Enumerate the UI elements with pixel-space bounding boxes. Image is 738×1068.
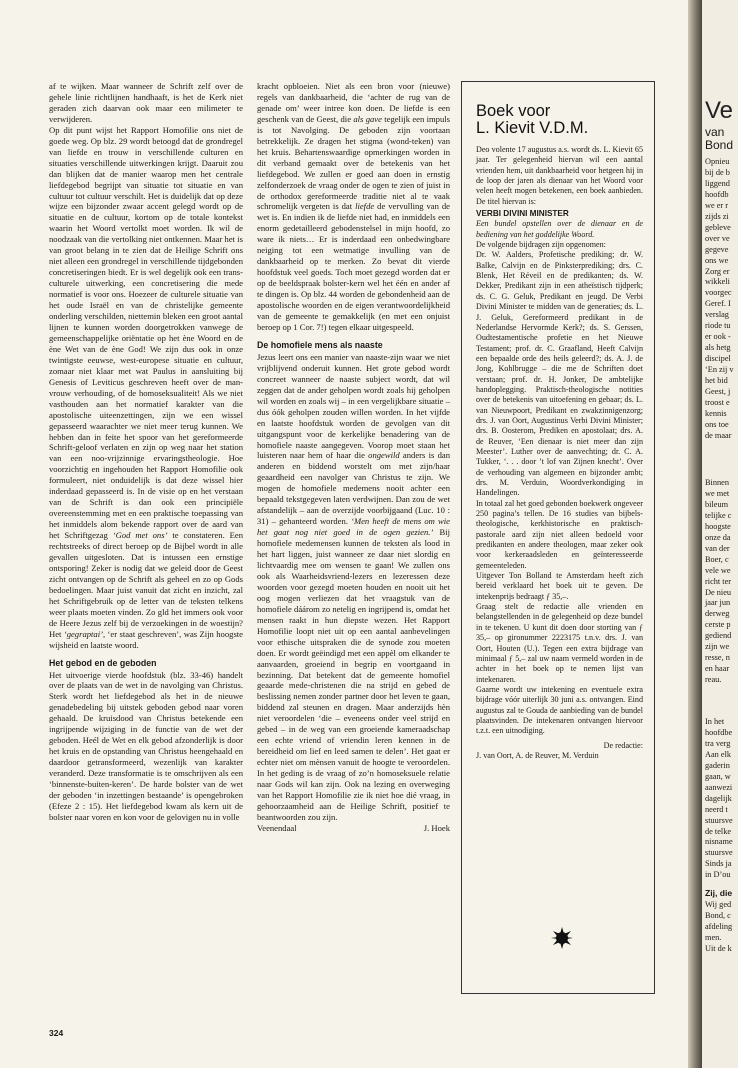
next-page-line: gegeve: [705, 244, 729, 254]
next-page-line: Aan elk: [705, 749, 732, 759]
announcement-body: [476, 145, 643, 761]
next-page-line: liggend: [705, 178, 730, 188]
next-page-line: tra verg: [705, 738, 731, 748]
author-signature: [257, 823, 450, 834]
emphasis: liefde: [355, 201, 375, 212]
next-page-line: ‘En zij v: [705, 365, 734, 375]
next-page-line: gediend: [705, 631, 732, 641]
next-page-line: cerste p: [705, 620, 731, 630]
next-page-line: men.: [705, 932, 722, 942]
next-page-line: gebleve: [705, 222, 731, 232]
next-page-line: ons toe: [705, 419, 729, 429]
next-page-line: hoogste: [705, 521, 731, 531]
next-page-line: over ve: [705, 233, 730, 243]
text-run: tegelijk een impuls is tot Navolging. De geboden zijn voortaan betrekkelijk. Ze dragen het stigma (wond-teken) van het kruis. Behartenswaardige opmerkingen worden in dit verband gemaakt over de betekenis van het liefdegebod. We zullen er goed aan doen in ernstig zelfonderzoek de vraag onder de ogen te zien of juist in de orthodox gereformeerde traditie niet al te vaak schromelijk vergeten is dat: [257, 113, 450, 212]
next-page-line: onze da: [705, 532, 731, 542]
next-page-line: voorgec: [705, 288, 732, 298]
next-page-line: verslag: [705, 310, 729, 320]
quote: ‘gegraptai’: [63, 628, 103, 639]
next-page-line: hoofdbe: [705, 727, 733, 737]
paragraph: [257, 81, 450, 333]
paragraph: Uitgever Ton Bolland te Amsterdam heeft zich bereid verklaard het boek uit te geven. De intekenprijs bedraagt ƒ 35,–.: [476, 571, 643, 601]
title-line: L. Kievit V.D.M.: [476, 119, 589, 137]
next-page-line: bileum: [705, 499, 729, 509]
next-page-line: stuursve: [705, 815, 733, 825]
next-page-line: nisname: [705, 837, 733, 847]
next-page-line: van der: [705, 543, 730, 553]
editors-label: De redactie:: [603, 740, 643, 750]
section-heading: De homofiele mens als naaste: [257, 339, 383, 350]
next-page-subtitle: van: [705, 125, 725, 139]
next-page-line: de telke: [705, 826, 732, 836]
next-page-line: de maar: [705, 430, 732, 440]
paragraph: [257, 352, 450, 823]
emphasis: als gave: [353, 113, 382, 124]
next-page-line: vele we: [705, 565, 731, 575]
next-page-line: in D’ou: [705, 870, 731, 880]
next-page-line: zijn we: [705, 642, 730, 652]
next-page-line: Boer, c: [705, 554, 729, 564]
next-page-line: stuursve: [705, 848, 733, 858]
next-page-line: riode tu: [705, 321, 731, 331]
next-page-heading: Zij, die: [705, 888, 733, 898]
next-page-line: reau.: [705, 675, 722, 685]
next-page-line: aanwezi: [705, 782, 733, 792]
emphasis: Een bundel opstellen over de dienaar en de bediening van het goddelijke Woord.: [476, 219, 643, 239]
book-binding-shadow: [688, 0, 702, 1068]
next-page-line: gaderin: [705, 760, 730, 770]
book-subtitle: [476, 219, 643, 240]
next-page-line: kennis: [705, 408, 727, 418]
emphasis: ongewild: [368, 450, 400, 461]
next-page-line: discipel: [705, 354, 731, 364]
next-page-line: en haar: [705, 664, 730, 674]
article-column-1: [49, 81, 243, 823]
text-run: de vervulling van de wet is. En indien ik de liefde niet had, en inmiddels een enorm gedetailleerd gebodenstelsel in mijn hoofd, zo ware ik niets… Er is inderdaad een onbedwingbare neiging tot een wetmatige invulling van de dankbaarheid op te merken. Zo bevat dit vierde hoofdstuk veel goeds. Toch moet gezegd worden dat er op de beeldspraak bolster-kern wel het één en ander af te dingen is. Op blz. 44 worden de gebondenheid aan de apostolische woorden en de eigen verantwoordelijkheid van de gemeente te gemakkelijk (en met een onjuist beroep op 1 Cor. 7!) tegen elkaar uitgespeeld.: [257, 201, 450, 332]
next-page-line: derweg: [705, 609, 730, 619]
next-page-line: jaar jun: [705, 598, 731, 608]
paragraph: In totaal zal het goed gebonden boekwerk ongeveer 250 pagina’s tellen. De 16 studies van bijbels-theologische, kerkhistorische en praktisch-pastorale aard zijn niet alleen bedoeld voor predikanten en andere theologen, maar zeker ook voor kerkeraadsleden en geïnteresseerde gemeenteleden.: [476, 498, 643, 570]
quote: ‘God met ons’: [112, 530, 168, 541]
next-page-line: we er r: [705, 200, 729, 210]
next-page-line: het bid: [705, 376, 728, 385]
next-page-line: ons we: [705, 255, 729, 265]
next-page-line: wikkeli: [705, 277, 730, 287]
announcement-box: [461, 81, 655, 994]
next-page-line: In het: [705, 717, 725, 726]
paragraph: Gaarne wordt uw intekening en eventuele extra bijdrage vóór uiterlijk 30 juni a.s. ontvangen. Eind augustus zal te Gouda de aanbieding van de bundel plaatsvinden. De intekenaren ontvangen hiervoor t.z.t. een uitnodiging.: [476, 684, 643, 736]
text-run: kracht opbloeien. Niet als een bron voor (nieuwe) regels van dankbaarheid, die ‘achter de rug van de genade om’ weer intree kon doen. De liefde is een geschenk van de Geest, die: [257, 81, 450, 124]
text-run: Op dit punt wijst het Rapport Homofilie ons niet de goede weg. Op blz. 29 wordt betoogd dat de grondregel van liefde en trouw in verschillende culturen en situaties verschillende uitwerkingen krijgt. Daaruit zou dan blijken dat de manier waarop men het centrale liefdegebod begrijpt van situatie tot situatie en van cultuur tot cultuur verschilt. Het is duidelijk dat op deze wijze een bijzonder zwaar accent gelegd wordt op de situatie en de cultuur, kortom op de totale kontekst waarin het Woord vertolkt moet worden. Ik wil de noodzaak van die vertolking niet ontkennen. Maar het is van groot belang in te zien dat de Heilige Schrift ons niet alleen een grondregel in verschillende tijdgebonden concretiseringen biedt. Er is wel degelijk ook een trans-culturele uitwerking, een concretisering die mede normatief is voor ons. Hoezeer de culturele situatie van het oude Israël en van de christelijke gemeente onderling verschilden, niettemin bleken een groot aantal lijnen te kunnen worden doorgetrokken vanwege de gemeenschappelijke oriëntatie op het ène Woord en de ène Wet van de ène God! We zijn dus ook in onze twintigste eeuwse, west-europese situatie en cultuur, zomaar niet klaar met wat Paulus in aansluiting bij Genesis of Leviticus geschreven heeft over de man-vrouw verhouding, of de homoseksualiteit! Als we niet vasthouden aan het normatief karakter van die apostolische uiteenzettingen, zijn we een wissel gepasseerd waarachter we niet meer terug kunnen. We hebben dan in feite het spoor van het gereformeerde Schrift-geloof verlaten en zijn op weg naar het station van een noo-vrijzinnige ervaringstheologie. Hoe voorzichtig en ingehouden het Rapport Homofilie ook formuleert, niet onduidelijk is dat deze wissel hier inderdaad gepasseerd is. In de visie op en het verstaan van de Schrift is dan ook een principiële overeenstemming met en een praktische toepassing van het inmiddels alom bekende rapport over de aard van het Schriftgezag: [49, 124, 243, 541]
signature-place: Veenendaal: [257, 822, 297, 833]
paragraph: De volgende bijdragen zijn opgenomen:: [476, 240, 606, 250]
rosette-ornament-icon: [551, 927, 573, 949]
paragraph: Het uitvoerige vierde hoofdstuk (blz. 33-46) handelt over de plaats van de wet in de navolging van Christus. Sterk wordt het liefdegebod als het in de nieuwe genadebedeling bij uitstek geboden gebod naar voren gehaald. De kruisdood van Christus betekende een ingrijpende wijziging in de functie van de wet der geboden. Heél de Wet en elk gebod afzonderlijk is door het kruis en de opstanding van Christus heengehaald en daardoor getransformeerd, wezenlijk van karakter veranderd. Deze transformatie is te omschrijven als een ‘binnenste-buiten-keren’. De harde bolster van de wet der geboden ‘in inzettingen bestaande’ is opengebroken (Efeze 2 : 15). Het liefdegebod kwam als kern uit de bolster naar voren en kon voor de gelovigen nu in volle: [49, 669, 243, 822]
signature-name: J. Hoek: [423, 822, 450, 833]
next-page-line: als hetg: [705, 343, 731, 353]
next-page-line: we met: [705, 488, 730, 498]
paragraph: Deo volente 17 augustus a.s. wordt ds. L. Kievit 65 jaar. Ter gelegenheid hiervan wil een aantal vrienden hem, uit dankbaarheid voor hetgeen hij in de loop der jaren als dienaar van het Woord voor velen heeft mogen betekenen, een boek aanbieden. De titel hiervan is:: [476, 145, 643, 206]
editors-names: J. van Oort, A. de Reuver, M. Verduin: [476, 750, 599, 760]
next-page-line: resse, n: [705, 653, 730, 663]
text-run: , ‘er staat geschreven’, was Zijn hoogste wijsheid en laatste woord.: [49, 628, 243, 650]
next-page-line: Zorg er: [705, 266, 730, 276]
next-page-edge: [702, 0, 738, 1068]
next-page-line: er ook -: [705, 332, 731, 342]
next-page-line: De nieu: [705, 587, 732, 597]
section-heading: Het gebod en de geboden: [49, 657, 157, 668]
quote: ‘Men heeft de mens om wie het gaat nog niet goed in de ogen gezien.’: [257, 516, 450, 538]
next-page-line: dagelijk: [705, 793, 732, 803]
next-page-line: Geref. I: [705, 299, 731, 309]
text-run: Jezus leert ons een manier van naaste-zijn waar we niet vrijblijvend onderuit kunnen. Het grote gebod wordt concreet wanneer de naaste subject wordt, dat wil zeggen dat de ander geholpen wordt zoals hij geholpen wil worden en zoals wij – in een vergelijkbare situatie – dus óók geholpen zouden willen worden. In het vijfde en laatste hoofdstuk worden de gevolgen van dit uitgangspunt voor de kerkelijke benadering van de homofiele naaste aangegeven. Voorop moet staan het luisteren naar hem of haar die: [257, 351, 450, 461]
paragraph: [49, 125, 243, 651]
next-page-line: Opnieu: [705, 157, 730, 166]
article-column-2: [257, 81, 450, 834]
paragraph: af te wijken. Maar wanneer de Schrift zelf over de gehele linie richtlijnen handhaaft, is het de Kerk niet geraden zich daarvan ook maar een milimeter te verwijderen.: [49, 81, 243, 124]
book-title: VERBI DIVINI MINISTER: [476, 209, 569, 219]
next-page-line: Sinds ja: [705, 859, 732, 869]
next-page-line: bij de b: [705, 167, 730, 177]
contributions-list: Dr. W. Aalders, Profetische prediking; dr. W. Balke, Calvijn en de Pinksterprediking; drs. C. Blenk, Het Réveil en de predikanten; ds. W. Dekker, Predikant zijn in een atheïstisch tijdperk; ds. C. G. Geluk, Predikant en jeugd. De Verbi Divini Minister te midden van de generaties; ds. L. J. Geluk, Gereformeerd predikant in de Nederlandse Hervormde Kerk?; ds. S. Gerssen, Oudtestamentische profetie en het Nieuwe Testament; prof. dr. C. Graafland, Heeft Calvijn een bepaalde orde des heils geleerd?; ds. A. J. de Jong, Kohlbrugge – die me de Schriften doet verstaan; prof. dr. H. Jonker, De ambtelijke handoplegging. Praktisch-theologische notities over de betekenis van uitoefening en gebaar; ds. L. van Nieuwpoort, Predikant en zwakzinnigenzorg; drs. J. van Oort, Augustinus Verbi Divini Minister; drs. B. Oosterom, Prediken en apostolaat; drs. A. de Reuver, ‘Een dienaar is niet meer dan zijn Meester’. Luther over de aanvechting; dr. C. A. Tukker, ‘. . . door ’t lof van Zijnen knecht’. Over de verhouding van algemeen en bijzonder ambt; drs. M. Verduin, Woordverkondiging in Handelingen.: [476, 250, 643, 498]
next-page-line: Bond, c: [705, 910, 731, 920]
next-page-line: neerd t: [705, 804, 728, 814]
text-run: Bij homofiele medemensen kunnen de teksten als lood in het hart liggen, juist wanneer ze daar niet slordig en lichtvaardig mee om wensen te gaan! We zullen ons ook als Waarheidsvriend-lezers en lezeressen deze woorden voor gezegd moeten houden en nooit uit het oog mogen verliezen dat het vraagstuk van de homofiele dáárom zo netelig en ingrijpend is, omdat het mensen raakt in hun diepste wezen. Het Rapport Homofilie loopt niet uit op een aantal aanbevelingen voor ethische uitspraken die de synode zou moeten doen. Er wordt geëindigd met een appèl om elkander te aanvaarden, groeiend in begrip en voortgaand in bezinning. Dat betekent dat de gemeente homofiel geaarde mede-christenen die na strijd en gebed de beslissing nemen zonder partner door het leven te gaan, biddend zal steunen en dragen. Maar anderzijds hèn niet veroordelen ‘die – eveneens onder veel strijd en gebed – in de weg van een groeiende kameraadschap een echte vriend of vriendin leren kennen in de bereidheid om lief en leed samen te delen’. Het gaat er echter niet om mènsen vanuit de hoogte te veroordelen. In het geding is de vraag of zo’n homoseksuele relatie naar Gods wil kan zijn. Ook na lezing en overweging van het Rapport Homofilie zie ik niet hoe dié vraag, in gehoorzaamheid aan de Heilige Schrift, positief te beantwoorden zou zijn.: [257, 527, 450, 822]
announcement-title: [476, 103, 588, 137]
text-run: anders is dan anderen en biddend worstelt om met zijn/haar geaardheid een navolger van Christus te zijn. We mogen de homofiele medemens nooit achter een bepaald tekstgegeven laten verdwijnen. Dan zou de wet afstandelijk – aan de overzijde voorbijgaand (Luc. 10 : 31) – gehanteerd worden.: [257, 450, 451, 527]
next-page-line: Wij ged: [705, 900, 732, 909]
next-page-line: Uit de k: [705, 943, 732, 953]
title-line: Boek voor: [476, 102, 551, 120]
next-page-subtitle: Bond: [705, 138, 734, 152]
next-page-line: zijds zi: [705, 211, 729, 221]
next-page-line: hoofdb: [705, 189, 729, 199]
next-page-line: Geest, j: [705, 386, 731, 396]
paragraph: Graag stelt de redactie alle vrienden en belangstellenden in de gelegenheid op deze bundel in te tekenen. U kunt dit doen door storting van ƒ 35,– op gironummer 2223175 t.n.v. drs. J. van Oort, Houten (U.). Tegen een extra bijdrage van minimaal ƒ 5,– zal uw naam vermeld worden in de achter in het boek op te nemen lijst van intekenaren.: [476, 602, 643, 684]
next-page-line: troost e: [705, 397, 730, 407]
next-page-title: Ve: [705, 97, 734, 124]
next-page-line: telijke c: [705, 510, 732, 520]
next-page-line: gaan, w: [705, 771, 731, 781]
next-page-line: richt ter: [705, 576, 732, 586]
next-page-line: afdeling: [705, 921, 733, 931]
page-number: 324: [49, 1028, 64, 1038]
text-run: te constateren. Een rechtstreeks of direct beroep op de Bijbel wordt in alle gevallen uitgesloten. Dat is intussen een ernstige ontsporing! Zeker is nodig dat we geleid door de Geest zicht ontvangen op de Schrift als geheel en zo op Gods bedoelingen. Maar juist vanuit dat zicht en inzicht, zal het Schriftgebruik op de letter van de teksten telkens weer plaats moeten vinden. Zo gld het immers ook voor de Heere Jezus zelf bij de verzoekingen in de woestijn? Het: [49, 530, 243, 639]
next-page-line: Binnen: [705, 478, 729, 487]
